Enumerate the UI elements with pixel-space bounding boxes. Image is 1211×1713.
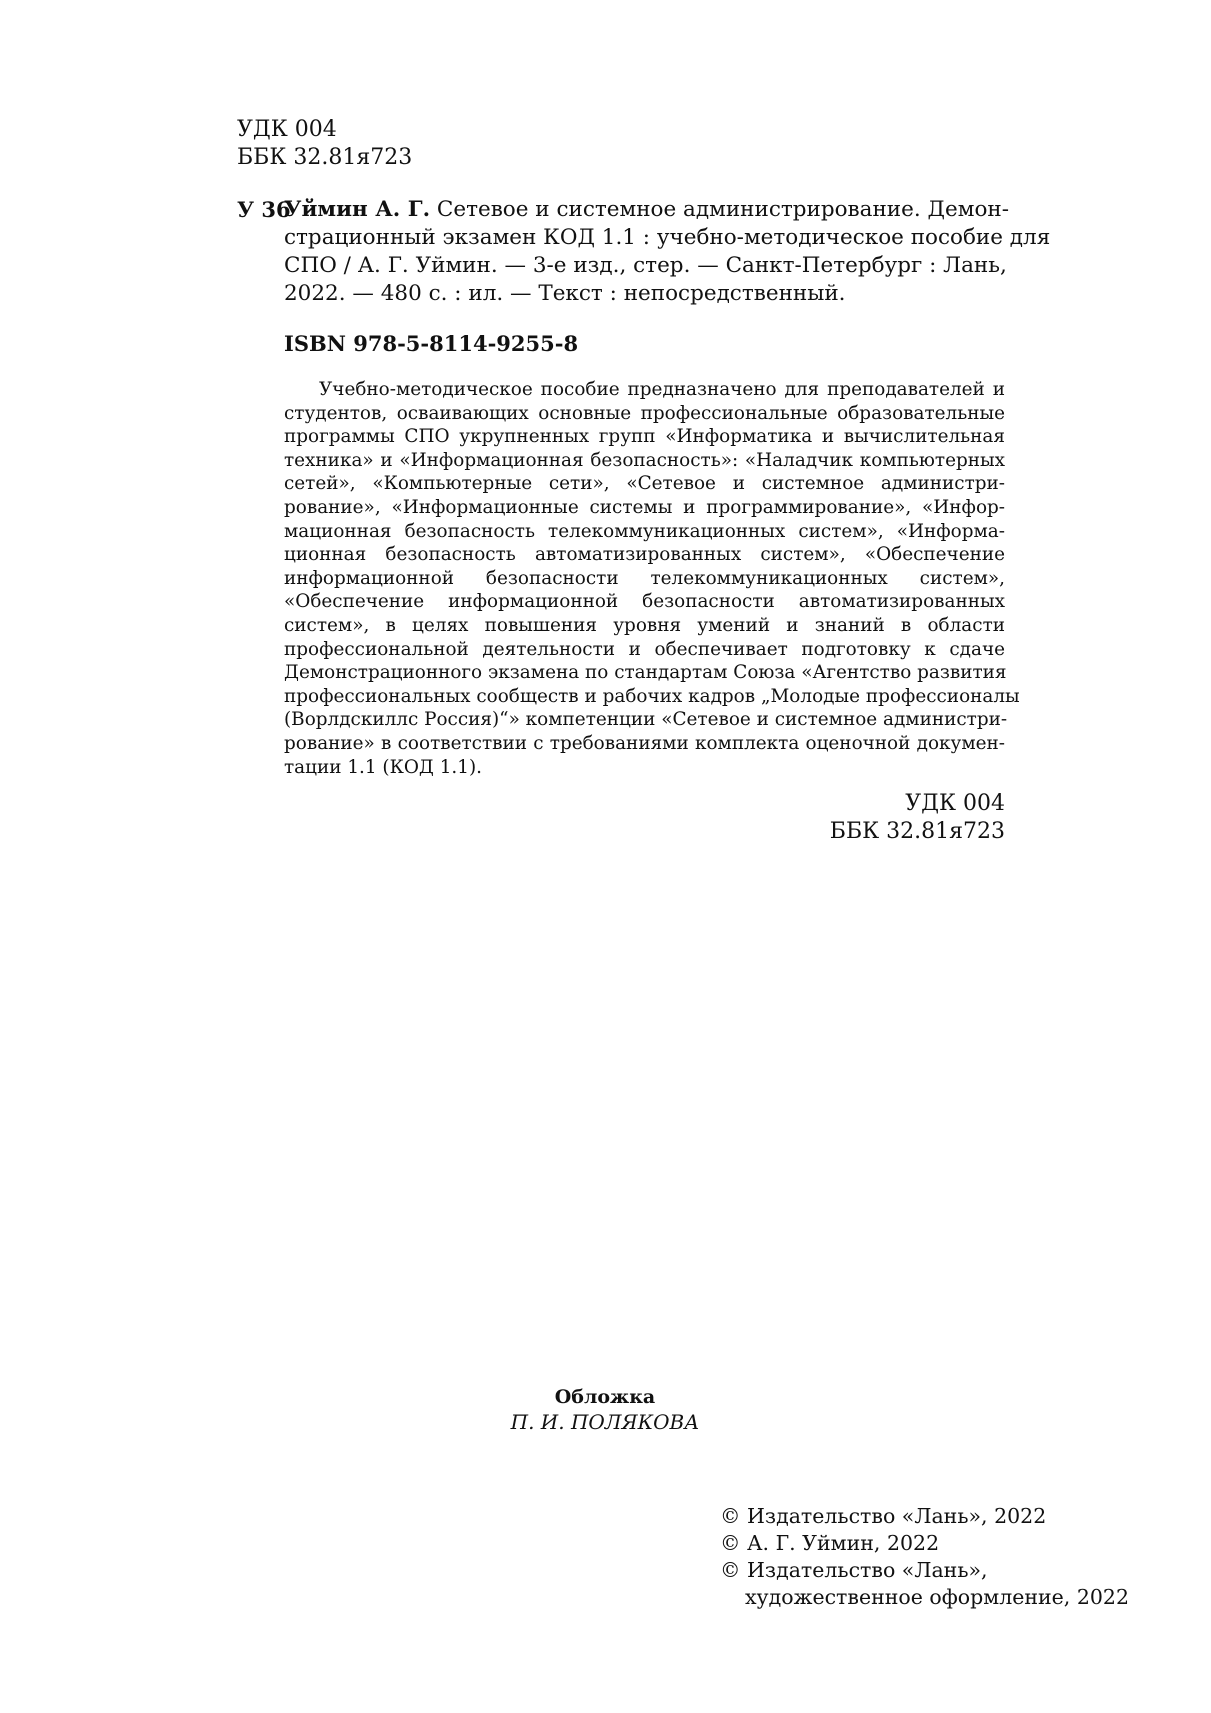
bib-line-3: СПО / А. Г. Уймин. — 3-е изд., стер. — Санкт-Петербург : Лань, — [284, 253, 1007, 278]
bib-line-4: 2022. — 480 с. : ил. — Текст : непосредственный. — [284, 281, 846, 306]
cover-credit — [500, 1385, 710, 1435]
abstract-line: студентов, осваивающих основные профессиональные образовательные — [284, 402, 1005, 424]
bibliographic-record — [284, 196, 1051, 308]
abstract-line: информационной безопасности телекоммуникационных систем», — [284, 567, 1005, 589]
abstract-line: техника» и «Информационная безопасность»: «Наладчик компьютерных — [284, 449, 1005, 471]
author-name: Уймин А. Г. — [284, 197, 431, 222]
bbk-code: ББК 32.81я723 — [237, 145, 413, 170]
abstract — [284, 378, 1020, 779]
abstract-line: тации 1.1 (КОД 1.1). — [284, 756, 482, 778]
author-mark: У 36 — [237, 197, 291, 222]
udk-code: УДК 004 — [237, 117, 337, 142]
abstract-line: рование», «Информационные системы и программирование», «Инфор- — [284, 496, 1005, 518]
abstract-line: «Обеспечение информационной безопасности автоматизированных — [284, 591, 1005, 613]
copyright-line: © А. Г. Уймин, 2022 — [720, 1531, 940, 1555]
cover-designer: П. И. ПОЛЯКОВА — [510, 1410, 700, 1434]
classification-codes-top — [237, 116, 412, 172]
classification-codes-bottom — [700, 790, 1005, 846]
udk-code: УДК 004 — [905, 791, 1005, 816]
isbn: ISBN 978-5-8114-9255-8 — [284, 331, 579, 356]
copyright-line: © Издательство «Лань», — [720, 1558, 988, 1582]
cover-label: Обложка — [554, 1386, 656, 1408]
abstract-line: систем», в целях повышения уровня умений и знаний в области — [284, 614, 1005, 636]
copyright-line: © Издательство «Лань», 2022 — [720, 1504, 1047, 1528]
abstract-line: ционная безопасность автоматизированных систем», «Обеспечение — [284, 544, 1005, 566]
abstract-line: профессиональных сообществ и рабочих кадров „Молодые профессионалы — [284, 685, 1020, 707]
bib-line-1 — [284, 196, 1009, 224]
abstract-line: профессиональной деятельности и обеспечивает подготовку к сдаче — [284, 638, 1005, 660]
copyright-line: художественное оформление, 2022 — [745, 1585, 1130, 1609]
bbk-code: ББК 32.81я723 — [829, 819, 1005, 844]
abstract-line: Демонстрационного экзамена по стандартам Союза «Агентство развития — [284, 662, 1007, 684]
bib-line-2: страционный экзамен КОД 1.1 : учебно-методическое пособие для — [284, 225, 1051, 250]
abstract-line: сетей», «Компьютерные сети», «Сетевое и системное администри- — [284, 473, 1005, 495]
abstract-line: рование» в соответствии с требованиями комплекта оценочной докумен- — [284, 732, 1005, 754]
abstract-line: программы СПО укрупненных групп «Информатика и вычислительная — [284, 426, 1005, 448]
abstract-line: мационная безопасность телекоммуникационных систем», «Информа- — [284, 520, 1005, 542]
abstract-line: (Ворлдскиллс Россия)“» компетенции «Сетевое и системное администри- — [284, 709, 1008, 731]
bib-title-start: Сетевое и системное администрирование. Демон- — [436, 197, 1009, 222]
copyright-block — [720, 1503, 1129, 1611]
abstract-line: Учебно-методическое пособие предназначено для преподавателей и — [319, 379, 1005, 400]
